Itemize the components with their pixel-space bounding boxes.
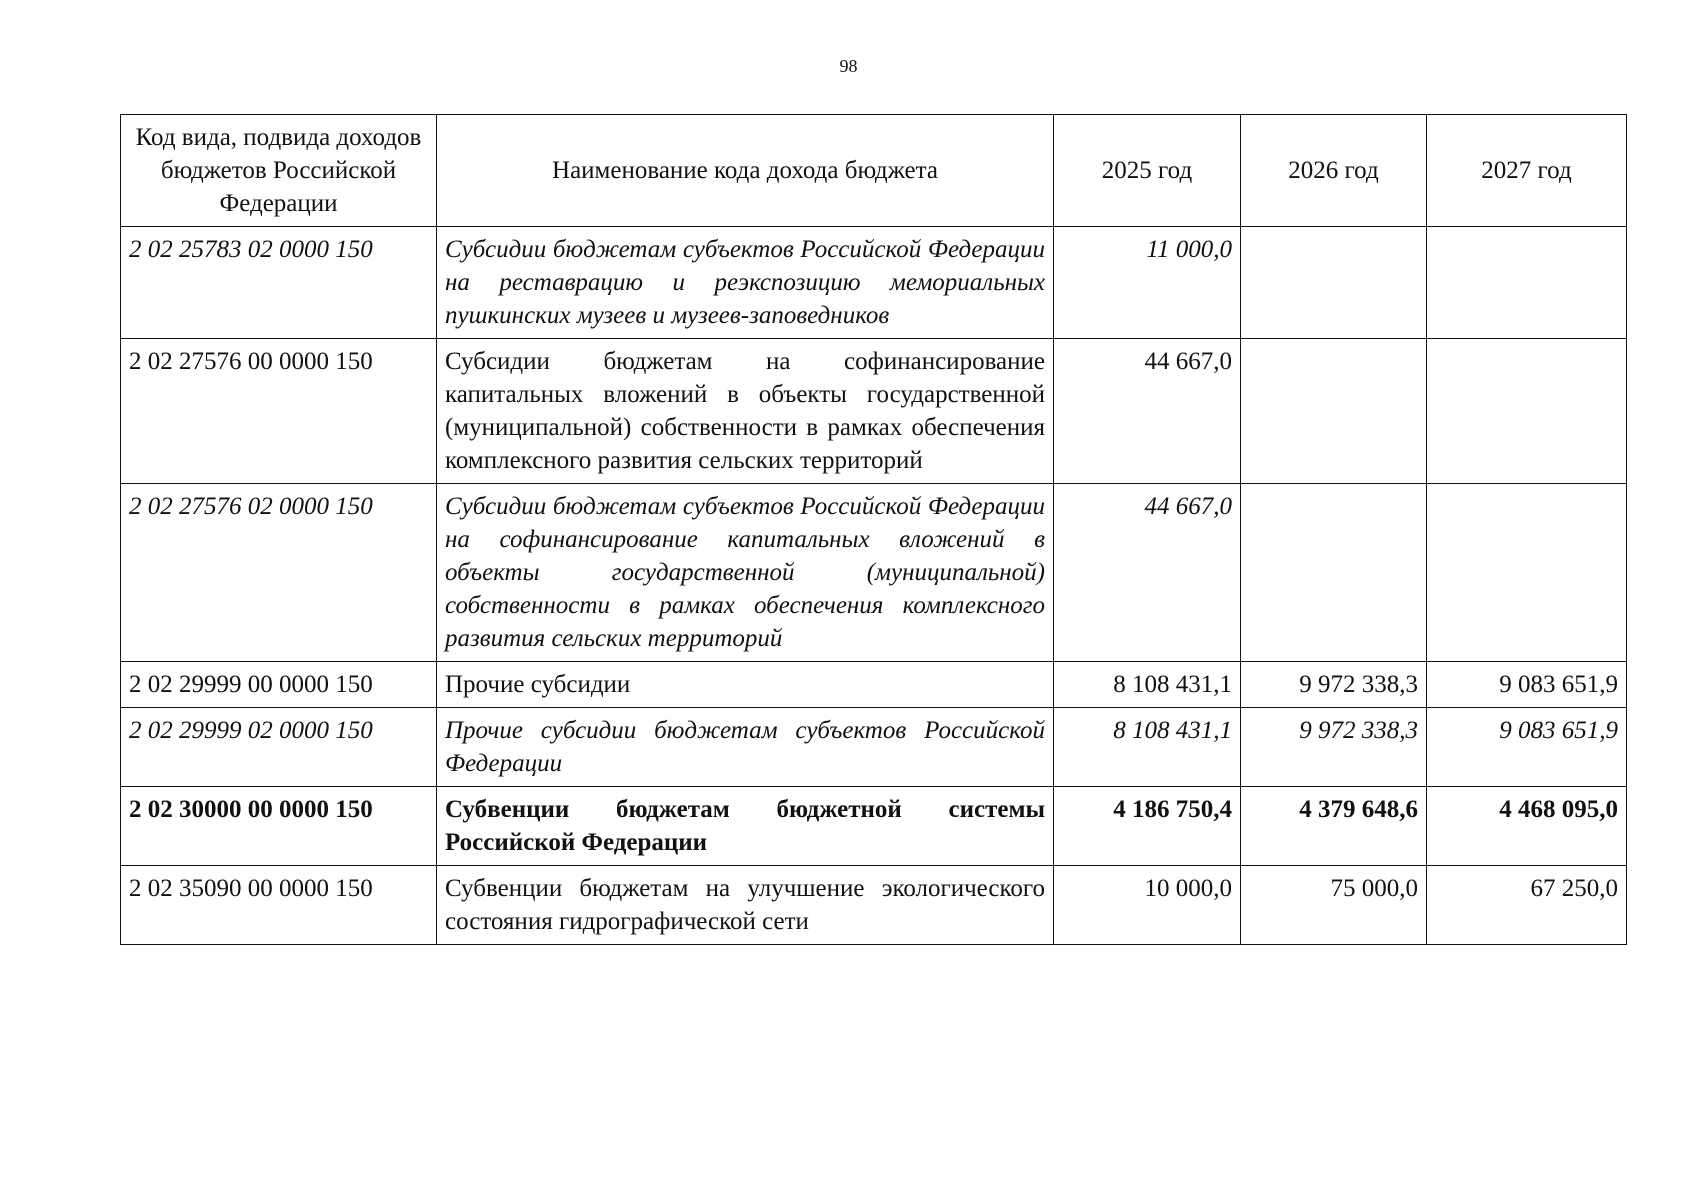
cell-2027 [1427,227,1627,339]
budget-revenue-table [120,114,1627,945]
cell-2027 [1427,484,1627,662]
table-row [121,227,1627,339]
cell-code: 2 02 25783 02 0000 150 [121,227,437,339]
cell-2026: 4 379 648,6 [1241,787,1427,866]
cell-2025: 8 108 431,1 [1054,708,1241,787]
table-row [121,787,1627,866]
cell-name: Субсидии бюджетам субъектов Российской Федерации на софинансирование капитальных вложений в объекты государственной (муниципальной) собственности в рамках обеспечения комплексного развития сельских территорий [437,484,1054,662]
table-row [121,708,1627,787]
cell-2027: 9 083 651,9 [1427,708,1627,787]
page-number: 98 [839,56,858,76]
cell-code: 2 02 27576 00 0000 150 [121,339,437,484]
cell-2025: 8 108 431,1 [1054,662,1241,708]
cell-2026: 9 972 338,3 [1241,708,1427,787]
cell-2025: 4 186 750,4 [1054,787,1241,866]
cell-name: Субвенции бюджетам бюджетной системы Российской Федерации [437,787,1054,866]
cell-code: 2 02 27576 02 0000 150 [121,484,437,662]
table-row [121,339,1627,484]
cell-2027: 9 083 651,9 [1427,662,1627,708]
cell-code: 2 02 29999 00 0000 150 [121,662,437,708]
cell-2025: 44 667,0 [1054,484,1241,662]
cell-code: 2 02 30000 00 0000 150 [121,787,437,866]
cell-2027: 4 468 095,0 [1427,787,1627,866]
cell-code: 2 02 29999 02 0000 150 [121,708,437,787]
cell-code: 2 02 35090 00 0000 150 [121,866,437,945]
cell-2025: 44 667,0 [1054,339,1241,484]
cell-name: Прочие субсидии бюджетам субъектов Российской Федерации [437,708,1054,787]
table-row [121,484,1627,662]
table-row [121,662,1627,708]
cell-name: Прочие субсидии [437,662,1054,708]
header-code: Код вида, подвида доходов бюджетов Российской Федерации [121,115,437,227]
header-2025: 2025 год [1054,115,1241,227]
header-2026: 2026 год [1241,115,1427,227]
header-2027: 2027 год [1427,115,1627,227]
cell-name: Субсидии бюджетам субъектов Российской Федерации на реставрацию и реэкспозицию мемориальных пушкинских музеев и музеев-заповедников [437,227,1054,339]
cell-name: Субвенции бюджетам на улучшение экологического состояния гидрографической сети [437,866,1054,945]
cell-2026 [1241,227,1427,339]
cell-2025: 11 000,0 [1054,227,1241,339]
cell-2027: 67 250,0 [1427,866,1627,945]
cell-2026: 9 972 338,3 [1241,662,1427,708]
table-row [121,866,1627,945]
header-name: Наименование кода дохода бюджета [437,115,1054,227]
cell-2026: 75 000,0 [1241,866,1427,945]
cell-name: Субсидии бюджетам на софинансирование капитальных вложений в объекты государственной (муниципальной) собственности в рамках обеспечения комплексного развития сельских территорий [437,339,1054,484]
table-header-row [121,115,1627,227]
cell-2025: 10 000,0 [1054,866,1241,945]
cell-2026 [1241,484,1427,662]
cell-2027 [1427,339,1627,484]
cell-2026 [1241,339,1427,484]
table-body [121,227,1627,945]
